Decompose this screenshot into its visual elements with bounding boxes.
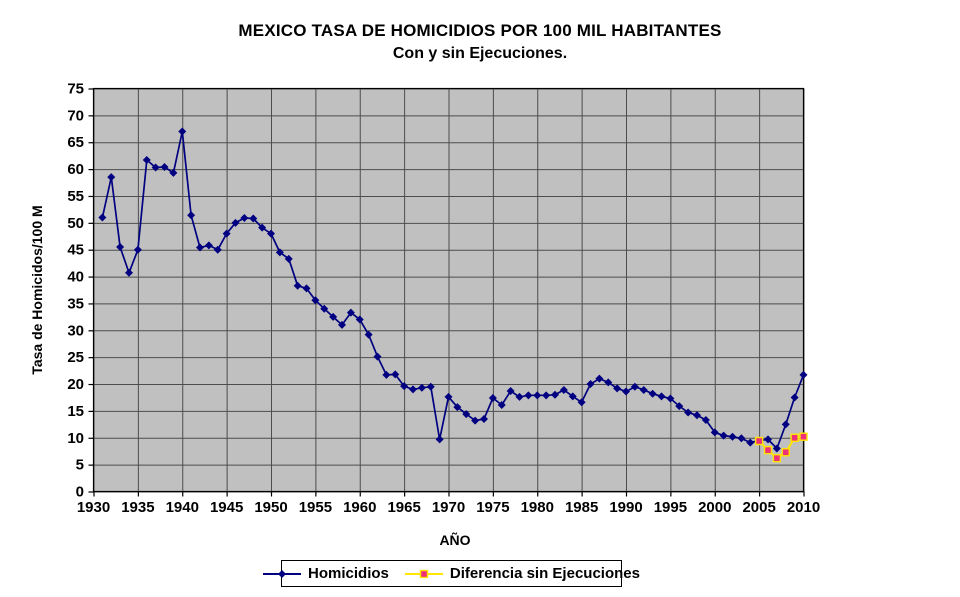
x-tick-label: 1995 (653, 499, 688, 516)
y-tick-label: 40 (67, 268, 84, 286)
x-tick-label: 1960 (343, 499, 377, 516)
x-tick-label: 1945 (209, 499, 244, 516)
x-tick-label: 2005 (742, 499, 776, 516)
y-tick-labels (67, 81, 84, 501)
diferencia-point (782, 449, 789, 456)
chart-title: MEXICO TASA DE HOMICIDIOS POR 100 MIL HABITANTES (238, 21, 722, 40)
x-tick-label: 1980 (520, 499, 554, 516)
x-tick-labels (77, 499, 820, 516)
y-tick-label: 45 (67, 241, 84, 259)
x-tick-label: 1990 (609, 499, 643, 516)
y-tick-label: 10 (67, 429, 84, 447)
x-tick-label: 1950 (254, 499, 288, 516)
legend-item-homicidios (263, 565, 389, 582)
x-tick-label: 1965 (387, 499, 421, 516)
x-tick-label: 2000 (698, 499, 732, 516)
legend-item-diferencia (405, 565, 640, 582)
diferencia-point (791, 434, 798, 441)
y-tick-label: 35 (67, 295, 84, 313)
y-tick-label: 0 (75, 483, 84, 501)
x-tick-label: 1955 (298, 499, 333, 516)
x-axis-title: AÑO (439, 532, 471, 548)
y-tick-label: 60 (67, 161, 84, 179)
y-tick-label: 15 (67, 402, 84, 420)
x-tick-label: 1985 (564, 499, 599, 516)
x-tick-label: 2010 (786, 499, 821, 516)
y-axis-title: Tasa de Homicidos/100 M (29, 205, 45, 375)
x-tick-label: 1970 (431, 499, 466, 516)
x-tick-label: 1940 (165, 499, 199, 516)
y-tick-label: 25 (67, 349, 84, 367)
chart-subtitle: Con y sin Ejecuciones. (392, 44, 568, 62)
y-tick-label: 55 (67, 187, 84, 205)
y-tick-label: 5 (75, 456, 84, 474)
x-tick-label: 1975 (476, 499, 510, 516)
legend-label-homicidios: Homicidios (308, 565, 389, 582)
y-tick-label: 70 (67, 107, 84, 125)
homicidios-line-marker-icon (263, 568, 301, 580)
y-tick-label: 65 (67, 134, 84, 152)
y-tick-label: 20 (67, 376, 84, 394)
diferencia-point (773, 455, 780, 462)
y-tick-label: 30 (67, 322, 84, 340)
y-tick-label: 75 (67, 80, 84, 98)
diferencia-point (800, 433, 807, 440)
legend-label-diferencia: Diferencia sin Ejecuciones (449, 565, 640, 582)
chart-legend (281, 560, 640, 587)
x-tick-label: 1935 (121, 499, 155, 516)
diferencia-point (756, 437, 763, 444)
diferencia-point (765, 447, 772, 454)
y-tick-label: 50 (67, 214, 84, 232)
x-tick-label: 1930 (76, 499, 111, 516)
diferencia-line-marker-icon (405, 568, 443, 580)
